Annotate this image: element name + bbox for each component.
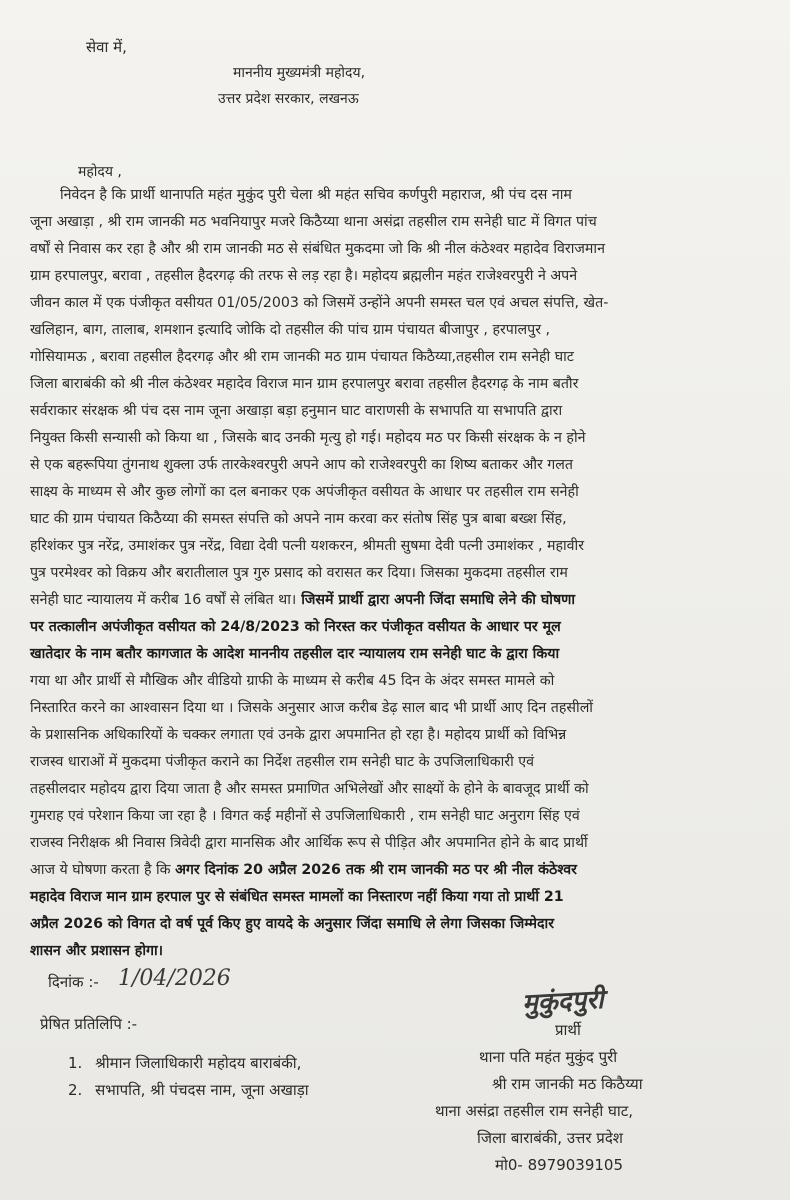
body-line: से एक बहरूपिया तुंगनाथ शुक्ला उर्फ तारकेश्वरपुरी अपने आप को राजेश्वरपुरी का शिष्य बताकर और गलत bbox=[30, 457, 573, 473]
body-text: सनेही घाट न्यायालय में करीब 16 वर्षों से लंबित था। bbox=[30, 592, 297, 608]
signature: मुकुंदपुरी bbox=[521, 984, 605, 1020]
applicant-label: प्रार्थी bbox=[555, 1021, 581, 1039]
body-line-mixed bbox=[30, 861, 755, 879]
body-line: निवेदन है कि प्रार्थी थानापति महंत मुकुंद पुरी चेला श्री महंत सचिव कर्णपुरी महाराज, श्री पंच दस नाम bbox=[60, 187, 572, 203]
body-line: सर्वराकार संरक्षक श्री पंच दस नाम जूना अखाड़ा बड़ा हनुमान घाट वाराणसी के सभापति या सभापति द्वारा bbox=[30, 403, 563, 419]
body-line-mixed bbox=[30, 591, 755, 609]
body-line: जिला बाराबंकी को श्री नील कंठेश्वर महादेव विराज मान ग्राम हरपालपुर बरावा तहसील हैदरगढ़ के नाम बतौर bbox=[30, 376, 579, 392]
sender-line: जिला बाराबंकी, उत्तर प्रदेश bbox=[477, 1129, 624, 1147]
date-label: दिनांक :- bbox=[48, 973, 99, 991]
cc-item-number: 1. bbox=[68, 1054, 83, 1072]
addressee-line-2: उत्तर प्रदेश सरकार, लखनऊ bbox=[218, 91, 359, 107]
body-line: पुत्र परमेश्वर को विक्रय और बरातीलाल पुत्र गुरु प्रसाद को वरासत कर दिया। जिसका मुकदमा तहसील राम bbox=[30, 565, 568, 581]
body-text: आज ये घोषणा करता है कि bbox=[30, 862, 176, 878]
addressee-line-1: माननीय मुख्यमंत्री महोदय, bbox=[233, 65, 366, 81]
cc-item-number: 2. bbox=[68, 1081, 83, 1099]
greeting: महोदय , bbox=[78, 164, 122, 180]
body-line: वर्षों से निवास कर रहा है और श्री राम जानकी मठ से संबंधित मुकदमा जो कि श्री नील कंठेश्वर महादेव विराजमान bbox=[30, 241, 605, 257]
declaration-line: खातेदार के नाम बतौर कागजात के आदेश माननीय तहसील दार न्यायालय राम सनेही घाट के द्वारा किया bbox=[30, 646, 560, 662]
body-line: तहसीलदार महोदय द्वारा दिया जाता है और समस्त प्रमाणित अभिलेखों और साक्ष्यों के होने के बावजूद प्रार्थी को bbox=[30, 781, 589, 797]
body-line: जूना अखाड़ा , श्री राम जानकी मठ भवनियापुर मजरे किठैय्या थाना असंद्रा तहसील राम सनेही घाट में विगत पांच bbox=[30, 214, 597, 230]
declaration-text: अगर दिनांक 20 अप्रैल 2026 तक श्री राम जानकी मठ पर श्री नील कंठेश्वर bbox=[175, 862, 577, 878]
declaration-line: शासन और प्रशासन होगा। bbox=[30, 943, 164, 959]
body-line: नियुक्त किसी सन्यासी को किया था , जिसके बाद उनकी मृत्यु हो गई। महोदय मठ पर किसी संरक्षक के न होने bbox=[30, 430, 586, 446]
declaration-line: पर तत्कालीन अपंजीकृत वसीयत को 24/8/2023 को निरस्त कर पंजीकृत वसीयत के आधार पर मूल bbox=[30, 619, 561, 635]
date-value: 1/04/2026 bbox=[118, 966, 231, 991]
sender-line: थाना पति महंत मुकुंद पुरी bbox=[479, 1048, 618, 1066]
cc-item-text: श्रीमान जिलाधिकारी महोदय बाराबंकी, bbox=[95, 1054, 302, 1072]
body-line: के प्रशासनिक अधिकारियों के चक्कर लगाता एवं उनके द्वारा अपमानित हो रहा है। महोदय प्रार्थी को विभिन्न bbox=[30, 727, 567, 743]
body-line: निस्तारित करने का आश्वासन दिया था । जिसके अनुसार आज करीब डेढ़ साल बाद भी प्रार्थी आए दिन तहसीलों bbox=[30, 700, 593, 716]
body-line: राजस्व धाराओं में मुकदमा पंजीकृत कराने का निर्देश तहसील राम सनेही घाट के उपजिलाधिकारी एवं bbox=[30, 754, 535, 770]
body-line: ग्राम हरपालपुर, बरावा , तहसील हैदरगढ़ की तरफ से लड़ रहा है। महोदय ब्रह्मलीन महंत राजेश्वरपुरी ने अपने bbox=[30, 268, 578, 284]
body-line: राजस्व निरीक्षक श्री निवास त्रिवेदी द्वारा मानसिक और आर्थिक रूप से पीड़ित और अपमानित होने के बाद प्रार्थी bbox=[30, 835, 588, 851]
body-line: गोसियामऊ , बरावा तहसील हैदरगढ़ और श्री राम जानकी मठ ग्राम पंचायत किठैय्या,तहसील राम सनेही घाट bbox=[30, 349, 574, 365]
body-line: साक्ष्य के माध्यम से और कुछ लोगों का दल बनाकर एक अपंजीकृत वसीयत के आधार पर तहसील राम सनेही bbox=[30, 484, 579, 500]
sender-line: थाना असंद्रा तहसील राम सनेही घाट, bbox=[435, 1102, 634, 1120]
sender-phone: मो0- 8979039105 bbox=[495, 1156, 624, 1174]
declaration-line: महादेव विराज मान ग्राम हरपाल पुर से संबंधित समस्त मामलों का निस्तारण नहीं किया गया तो प्रार्थी 21 bbox=[30, 889, 564, 905]
cc-title: प्रेषित प्रतिलिपि :- bbox=[40, 1015, 138, 1033]
body-line: घाट की ग्राम पंचायत किठैय्या की समस्त संपत्ति को अपने नाम करवा कर संतोष सिंह पुत्र बाबा बख्श सिंह, bbox=[30, 511, 567, 527]
body-line: गया था और प्रार्थी से मौखिक और वीडियो ग्राफी के माध्यम से करीब 45 दिन के अंदर समस्त मामले को bbox=[30, 673, 555, 689]
cc-item bbox=[68, 1053, 301, 1073]
body-line: खलिहान, बाग, तालाब, शमशान इत्यादि जोकि दो तहसील की पांच ग्राम पंचायत बीजापुर , हरपालपुर , bbox=[30, 322, 551, 338]
declaration-line: अप्रैल 2026 को विगत दो वर्ष पूर्व किए हुए वायदे के अनुसार जिंदा समाधि ले लेगा जिसका जिम्मेदार bbox=[30, 916, 554, 932]
salutation-to: सेवा में, bbox=[86, 38, 127, 56]
declaration-text: जिसमें प्रार्थी द्वारा अपनी जिंदा समाधि लेने की घोषणा bbox=[296, 592, 576, 608]
cc-item bbox=[68, 1080, 309, 1100]
cc-item-text: सभापति, श्री पंचदस नाम, जूना अखाड़ा bbox=[95, 1081, 309, 1099]
body-line: हरिशंकर पुत्र नरेंद्र, उमाशंकर पुत्र नरेंद्र, विद्या देवी पत्नी यशकरन, श्रीमती सुषमा देवी पत्नी उमाशंकर , महावीर bbox=[30, 538, 585, 554]
body-line: जीवन काल में एक पंजीकृत वसीयत 01/05/2003 को जिसमें उन्होंने अपनी समस्त चल एवं अचल संपत्ति, खेत- bbox=[30, 295, 609, 311]
sender-line: श्री राम जानकी मठ किठैय्या bbox=[492, 1075, 643, 1093]
body-line: गुमराह एवं परेशान किया जा रहा है । विगत कई महीनों से उपजिलाधिकारी , राम सनेही घाट अनुराग सिंह एवं bbox=[30, 808, 580, 824]
